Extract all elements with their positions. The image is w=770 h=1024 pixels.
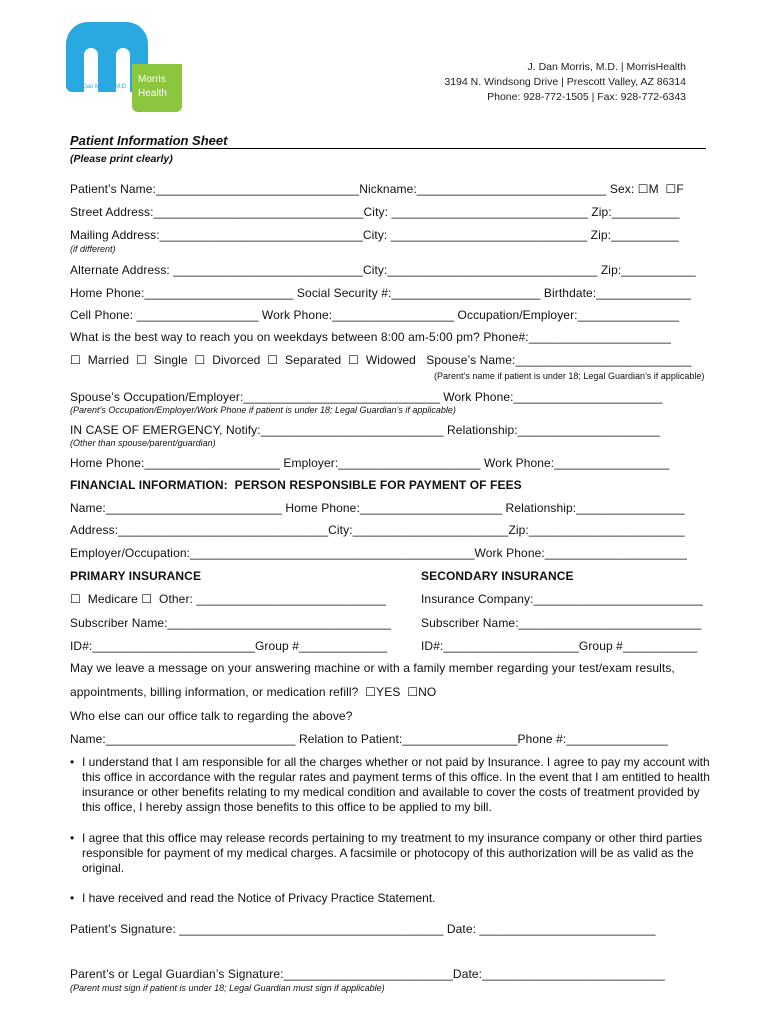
best-reach-line[interactable]: What is the best way to reach you on weekdays between 8:00 am-5:00 pm? Phone#:_____________________ [70,330,671,344]
parents-name-note: (Parent’s name if patient is under 18; Legal Guardian’s if applicable) [434,371,705,381]
other-than-note: (Other than spouse/parent/guardian) [70,438,216,448]
bullet-financial-responsibility: • I understand that I am responsible for all the charges whether or not paid by Insurance. I agree to pay my account with this office in accordance with the regular rates and payment terms of this office. In the event that I am entitled to health insurance or other benefits relating to my medical condition and available to cover the costs of treatment provided by this office, I hereby assign those benefits to this office to be applied to my bill. [70,755,710,814]
secondary-company-line[interactable]: Insurance Company:_________________________ [421,592,703,606]
parent-sign-note: (Parent must sign if patient is under 18; Legal Guardian must sign if applicable) [70,983,385,993]
form-title: Patient Information Sheet [70,133,228,148]
secondary-id-line[interactable]: ID#:____________________Group #___________ [421,639,698,653]
logo-health-block [132,64,182,112]
office-talk-question: Who else can our office talk to regarding the above? [70,709,353,723]
parents-occupation-note: (Parent’s Occupation/Employer/Work Phone if patient is under 18; Legal Guardian’s if applicable) [70,405,456,415]
financial-name-line[interactable]: Name:__________________________ Home Phone:_____________________ Relationship:________________ [70,501,685,515]
bullet-text: I understand that I am responsible for all the charges whether or not paid by Insurance. I agree to pay my account with this office in accordance with the regular rates and payment terms of this office. In the event that I am entitled to health insurance or other benefits relating to my medical condition and available to cover the costs of treatment provided by this office, I hereby assign those benefits to this office to be applied to my bill. [82,755,710,814]
patient-name-line[interactable]: Patient’s Name:______________________________Nickname:____________________________ Sex: ☐M ☐F [70,182,684,196]
alternate-address-line[interactable]: Alternate Address: ____________________________City:_______________________________ Zip:___________ [70,263,696,277]
spouse-occupation-line[interactable]: Spouse’s Occupation/Employer:_____________________________ Work Phone:______________________ [70,390,663,404]
home-phone-line[interactable]: Home Phone:______________________ Social Security #:______________________ Birthdate:______________ [70,286,692,300]
logo-brand-line1: Morris [138,74,166,85]
mailing-address-line[interactable]: Mailing Address:______________________________City: _____________________________ Zip:__________ [70,228,679,242]
financial-heading: FINANCIAL INFORMATION: PERSON RESPONSIBLE FOR PAYMENT OF FEES [70,478,522,492]
primary-subscriber-line[interactable]: Subscriber Name:_________________________________ [70,616,392,630]
primary-id-line[interactable]: ID#:________________________Group #_____________ [70,639,388,653]
financial-employer-line[interactable]: Employer/Occupation:__________________________________________Work Phone:_____________________ [70,546,688,560]
header-line-1: J. Dan Morris, M.D. | MorrisHealth [527,61,686,73]
if-different-note: (if different) [70,244,116,254]
title-rule [70,148,706,149]
bullet-records-release: • I agree that this office may release records pertaining to my treatment to my insurance company or other third parties responsible for payment of my medical charges. A facsimile or photocopy of this authorization will be as valid as the original. [70,831,710,876]
financial-address-line[interactable]: Address:_______________________________City:_______________________Zip:_______________________ [70,523,685,537]
primary-medicare-line[interactable]: ☐ Medicare ☐ Other: ____________________________ [70,592,387,606]
bullet-privacy-notice: • I have received and read the Notice of Privacy Practice Statement. [70,891,710,906]
primary-insurance-heading: PRIMARY INSURANCE [70,569,202,583]
message-question-2[interactable]: appointments, billing information, or medication refill? ☐YES ☐NO [70,685,437,699]
bullet-text: I have received and read the Notice of Privacy Practice Statement. [82,891,436,905]
message-question-1: May we leave a message on your answering machine or with a family member regarding your test/exam results, [70,661,675,675]
secondary-insurance-heading: SECONDARY INSURANCE [421,569,574,583]
header-address: 3194 N. Windsong Drive | Prescott Valley, AZ 86314 [444,76,686,88]
secondary-subscriber-line[interactable]: Subscriber Name:___________________________ [421,616,702,630]
logo-doctor-name: J. Dan Morris, M.D. [76,84,128,90]
patient-signature-line[interactable]: Patient’s Signature: _______________________________________ Date: __________________________ [70,922,656,936]
guardian-signature-line[interactable]: Parent’s or Legal Guardian’s Signature:_________________________Date:___________________________ [70,967,666,981]
marital-status-line[interactable]: ☐ Married ☐ Single ☐ Divorced ☐ Separated ☐ Widowed Spouse’s Name:__________________________ [70,353,692,367]
emergency-contact-line[interactable]: IN CASE OF EMERGENCY, Notify:___________________________ Relationship:_____________________ [70,423,660,437]
bullet-text: I agree that this office may release records pertaining to my treatment to my insurance company or other third parties responsible for payment of my medical charges. A facsimile or photocopy of this authorization will be as valid as the original. [82,831,703,875]
authorized-contact-line[interactable]: Name:____________________________ Relation to Patient:_________________Phone #:_______________ [70,732,668,746]
street-address-line[interactable]: Street Address:_______________________________City: _____________________________ Zip:__________ [70,205,680,219]
emergency-phone-line[interactable]: Home Phone:____________________ Employer:_____________________ Work Phone:_________________ [70,456,670,470]
morris-health-logo [66,22,186,114]
form-subtitle: (Please print clearly) [70,153,173,165]
logo-brand-line2: Health [138,88,167,99]
header-phone: Phone: 928-772-1505 | Fax: 928-772-6343 [487,91,686,103]
cell-phone-line[interactable]: Cell Phone: __________________ Work Phone:__________________ Occupation/Employer:_______________ [70,308,680,322]
